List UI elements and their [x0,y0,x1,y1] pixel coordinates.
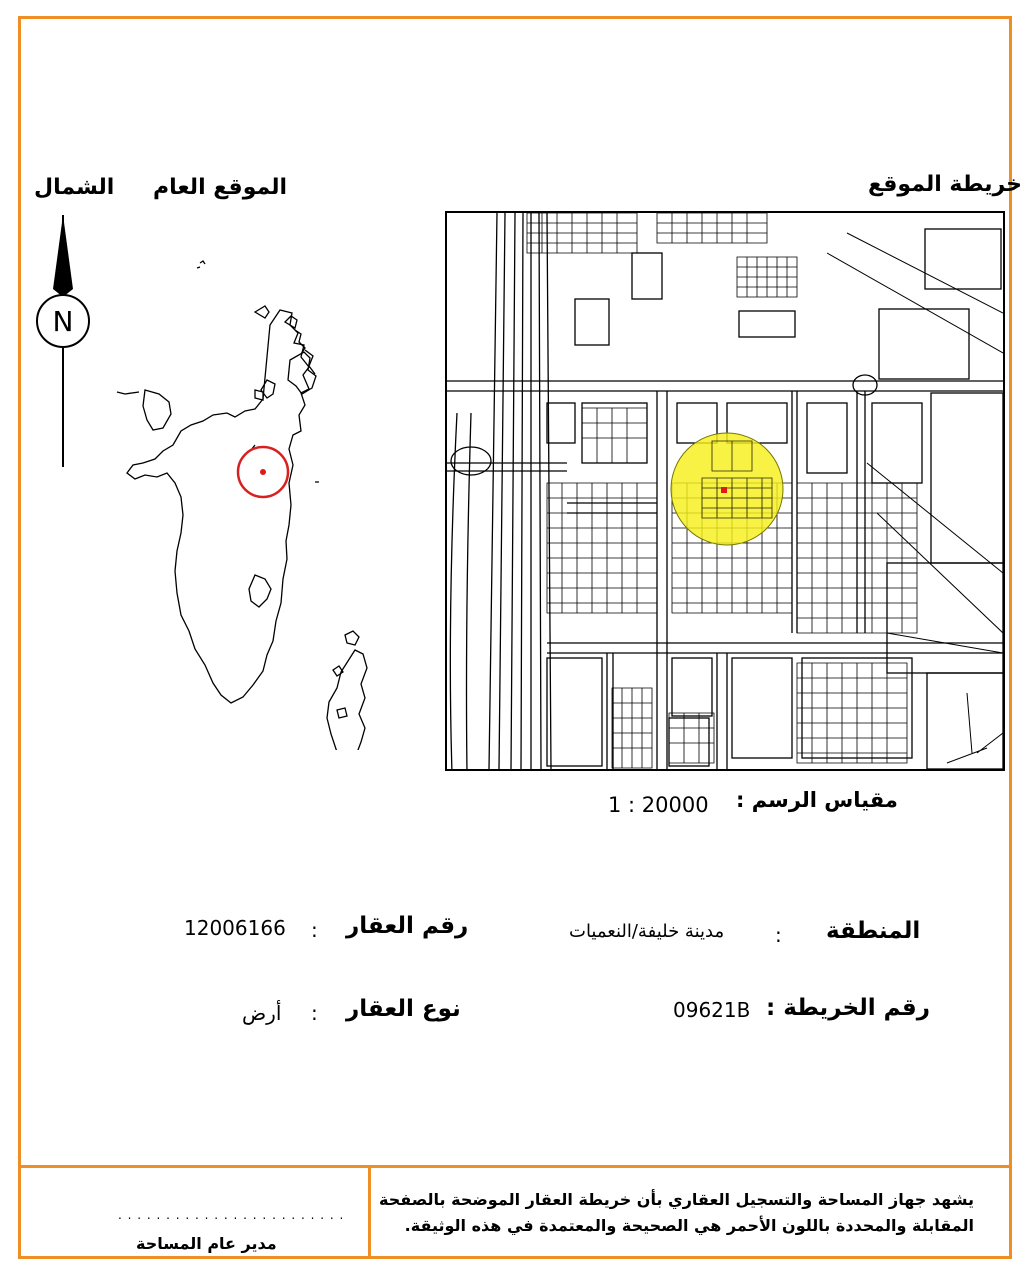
site-map [445,211,1005,771]
property-type-value: أرض [242,1001,282,1025]
overview-map [105,250,405,750]
area-label: المنطقة [826,918,921,944]
property-marker [721,487,727,493]
overview-map-title: الموقع العام [153,175,288,200]
map-number-label: رقم الخريطة : [766,995,930,1021]
north-letter: N [52,305,74,338]
north-label: الشمال [34,175,115,200]
north-arrow-icon [32,215,94,470]
property-type-colon: : [311,1001,318,1025]
locator-dot [260,469,266,475]
footer-divider [18,1165,1012,1168]
scale-value: 1 : 20000 [608,793,709,817]
property-type-label: نوع العقار [346,996,461,1022]
area-value: مدينة خليفة/النعميات [569,921,725,942]
property-number-label: رقم العقار [346,913,469,939]
signature-title: مدير عام المساحة [136,1234,277,1253]
map-number-value: 09621B [673,998,751,1022]
area-colon: : [775,923,782,947]
certificate-line-2: المقابلة والمحددة باللون الأحمر هي الصحيحة والمعتمدة في هذه الوثيقة. [404,1216,974,1235]
site-map-title: خريطة الموقع [868,172,1023,197]
certificate-line-1: يشهد جهاز المساحة والتسجيل العقاري بأن خريطة العقار الموضحة بالصفحة [379,1190,974,1209]
property-number-value: 12006166 [184,916,286,940]
signature-line: . . . . . . . . . . . . . . . . . . . . . . . . [118,1208,345,1222]
property-number-colon: : [311,918,318,942]
footer-column-divider [368,1168,371,1259]
scale-label: مقياس الرسم : [736,788,898,812]
